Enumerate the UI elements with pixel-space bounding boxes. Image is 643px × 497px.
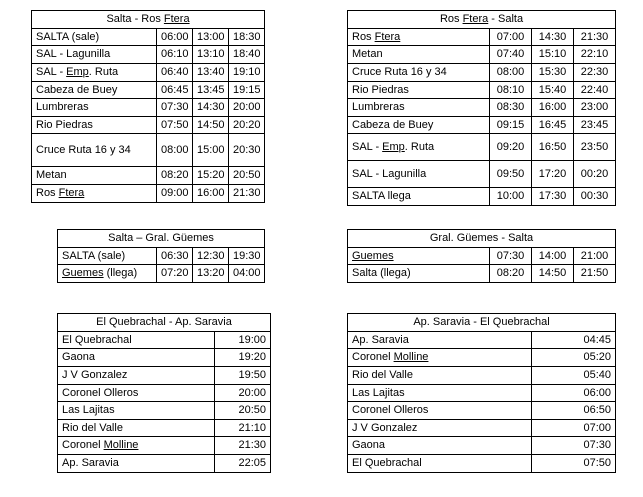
table-row <box>348 402 616 420</box>
table-row <box>348 63 616 81</box>
departure-time: 15:40 <box>532 81 574 99</box>
departure-time: 07:40 <box>490 46 532 64</box>
timetable-saravia-quebrachal <box>347 313 616 473</box>
table-row <box>58 384 271 402</box>
departure-time: 08:30 <box>490 99 532 117</box>
timetable-ros-ftera-salta <box>347 10 616 206</box>
departure-time: 09:15 <box>490 116 532 134</box>
table-row <box>58 437 271 455</box>
stop-name: Ap. Saravia <box>58 455 215 473</box>
departure-time: 22:10 <box>574 46 616 64</box>
stop-name: Rio Piedras <box>32 116 157 134</box>
stop-name: Guemes <box>348 247 490 265</box>
stop-name: Cruce Ruta 16 y 34 <box>32 134 157 167</box>
table-row <box>32 81 265 99</box>
departure-time: 15:00 <box>193 134 229 167</box>
departure-time: 21:10 <box>215 419 271 437</box>
table-row <box>348 46 616 64</box>
table-row <box>58 247 265 265</box>
departure-time: 07:30 <box>532 437 616 455</box>
stop-name: Coronel Molline <box>58 437 215 455</box>
table-title: Ros Ftera - Salta <box>348 11 616 29</box>
departure-time: 14:00 <box>532 247 574 265</box>
departure-time: 17:30 <box>532 188 574 206</box>
table-row <box>58 366 271 384</box>
table-title: Gral. Güemes - Salta <box>348 230 616 248</box>
timetable-quebrachal-saravia <box>57 313 271 473</box>
departure-time: 19:20 <box>215 349 271 367</box>
stop-name: SAL - Emp. Ruta <box>32 63 157 81</box>
table-title-row <box>348 11 616 29</box>
table-row <box>348 384 616 402</box>
table-row <box>58 265 265 283</box>
departure-time: 04:00 <box>229 265 265 283</box>
table-title: Salta – Gral. Güemes <box>58 230 265 248</box>
stop-name: Ros Ftera <box>348 28 490 46</box>
stop-name: Gaona <box>58 349 215 367</box>
departure-time: 19:50 <box>215 366 271 384</box>
departure-time: 20:30 <box>229 134 265 167</box>
departure-time: 06:00 <box>532 384 616 402</box>
table-row <box>348 366 616 384</box>
table-title: Ap. Saravia - El Quebrachal <box>348 314 616 332</box>
departure-time: 15:30 <box>532 63 574 81</box>
departure-time: 07:50 <box>157 116 193 134</box>
departure-time: 20:00 <box>229 99 265 117</box>
departure-time: 14:50 <box>532 265 574 283</box>
table-title: El Quebrachal - Ap. Saravia <box>58 314 271 332</box>
departure-time: 19:30 <box>229 247 265 265</box>
stop-name: SAL - Lagunilla <box>32 46 157 64</box>
stop-name: SAL - Emp. Ruta <box>348 134 490 161</box>
departure-time: 09:20 <box>490 134 532 161</box>
stop-name: Salta (llega) <box>348 265 490 283</box>
table-row <box>348 161 616 188</box>
table-row <box>58 331 271 349</box>
stop-name: J V Gonzalez <box>348 419 532 437</box>
departure-time: 07:30 <box>490 247 532 265</box>
departure-time: 21:30 <box>574 28 616 46</box>
table-row <box>348 247 616 265</box>
stop-name: SALTA (sale) <box>32 28 157 46</box>
departure-time: 08:00 <box>157 134 193 167</box>
stop-name: Ros Ftera <box>32 185 157 203</box>
departure-time: 23:45 <box>574 116 616 134</box>
departure-time: 16:00 <box>532 99 574 117</box>
departure-time: 13:00 <box>193 28 229 46</box>
stop-name: Coronel Olleros <box>348 402 532 420</box>
departure-time: 06:10 <box>157 46 193 64</box>
departure-time: 13:20 <box>193 265 229 283</box>
table-row <box>58 419 271 437</box>
departure-time: 19:15 <box>229 81 265 99</box>
table-row <box>348 349 616 367</box>
stop-name: Lumbreras <box>348 99 490 117</box>
table-row <box>32 185 265 203</box>
departure-time: 08:20 <box>490 265 532 283</box>
table-title-row <box>348 314 616 332</box>
stop-name: El Quebrachal <box>58 331 215 349</box>
table-row <box>348 265 616 283</box>
departure-time: 04:45 <box>532 331 616 349</box>
departure-time: 14:50 <box>193 116 229 134</box>
departure-time: 13:40 <box>193 63 229 81</box>
departure-time: 06:50 <box>532 402 616 420</box>
departure-time: 15:20 <box>193 167 229 185</box>
departure-time: 06:00 <box>157 28 193 46</box>
departure-time: 07:00 <box>490 28 532 46</box>
departure-time: 21:30 <box>215 437 271 455</box>
table-row <box>58 402 271 420</box>
departure-time: 21:30 <box>229 185 265 203</box>
departure-time: 07:20 <box>157 265 193 283</box>
table-row <box>32 116 265 134</box>
table-title-row <box>32 11 265 29</box>
departure-time: 12:30 <box>193 247 229 265</box>
table-title-row <box>58 230 265 248</box>
stop-name: Cabeza de Buey <box>348 116 490 134</box>
stop-name: Gaona <box>348 437 532 455</box>
departure-time: 17:20 <box>532 161 574 188</box>
departure-time: 13:45 <box>193 81 229 99</box>
stop-name: SAL - Lagunilla <box>348 161 490 188</box>
timetable-salta-guemes <box>57 229 265 283</box>
departure-time: 15:10 <box>532 46 574 64</box>
departure-time: 18:30 <box>229 28 265 46</box>
table-row <box>32 134 265 167</box>
stop-name: Metan <box>32 167 157 185</box>
table-row <box>32 28 265 46</box>
timetable-guemes-salta <box>347 229 616 283</box>
departure-time: 20:50 <box>229 167 265 185</box>
departure-time: 06:40 <box>157 63 193 81</box>
departure-time: 20:00 <box>215 384 271 402</box>
departure-time: 14:30 <box>532 28 574 46</box>
departure-time: 00:30 <box>574 188 616 206</box>
departure-time: 09:00 <box>157 185 193 203</box>
table-row <box>32 99 265 117</box>
stop-name: Rio del Valle <box>58 419 215 437</box>
departure-time: 00:20 <box>574 161 616 188</box>
table-row <box>32 46 265 64</box>
departure-time: 06:45 <box>157 81 193 99</box>
table-row <box>58 455 271 473</box>
stop-name: Rio del Valle <box>348 366 532 384</box>
stop-name: SALTA (sale) <box>58 247 157 265</box>
departure-time: 23:00 <box>574 99 616 117</box>
departure-time: 05:40 <box>532 366 616 384</box>
departure-time: 07:50 <box>532 455 616 473</box>
departure-time: 22:40 <box>574 81 616 99</box>
departure-time: 23:50 <box>574 134 616 161</box>
stop-name: J V Gonzalez <box>58 366 215 384</box>
stop-name: Las Lajitas <box>348 384 532 402</box>
stop-name: Coronel Olleros <box>58 384 215 402</box>
departure-time: 08:10 <box>490 81 532 99</box>
departure-time: 19:00 <box>215 331 271 349</box>
table-row <box>58 349 271 367</box>
table-row <box>348 28 616 46</box>
table-row <box>348 134 616 161</box>
timetable-salta-ros-ftera <box>31 10 265 203</box>
departure-time: 20:50 <box>215 402 271 420</box>
table-row <box>348 116 616 134</box>
table-row <box>348 437 616 455</box>
departure-time: 10:00 <box>490 188 532 206</box>
table-title: Salta - Ros Ftera <box>32 11 265 29</box>
table-row <box>32 167 265 185</box>
table-row <box>348 99 616 117</box>
stop-name: SALTA llega <box>348 188 490 206</box>
departure-time: 16:45 <box>532 116 574 134</box>
stop-name: Guemes (llega) <box>58 265 157 283</box>
stop-name: Coronel Molline <box>348 349 532 367</box>
stop-name: El Quebrachal <box>348 455 532 473</box>
departure-time: 06:30 <box>157 247 193 265</box>
table-title-row <box>58 314 271 332</box>
departure-time: 18:40 <box>229 46 265 64</box>
stop-name: Ap. Saravia <box>348 331 532 349</box>
departure-time: 22:05 <box>215 455 271 473</box>
table-row <box>348 81 616 99</box>
departure-time: 21:50 <box>574 265 616 283</box>
table-row <box>348 331 616 349</box>
table-row <box>348 419 616 437</box>
stop-name: Cruce Ruta 16 y 34 <box>348 63 490 81</box>
departure-time: 13:10 <box>193 46 229 64</box>
table-title-row <box>348 230 616 248</box>
table-row <box>32 63 265 81</box>
stop-name: Rio Piedras <box>348 81 490 99</box>
departure-time: 19:10 <box>229 63 265 81</box>
table-row <box>348 455 616 473</box>
stop-name: Lumbreras <box>32 99 157 117</box>
departure-time: 07:00 <box>532 419 616 437</box>
stop-name: Las Lajitas <box>58 402 215 420</box>
departure-time: 22:30 <box>574 63 616 81</box>
departure-time: 05:20 <box>532 349 616 367</box>
departure-time: 07:30 <box>157 99 193 117</box>
departure-time: 16:00 <box>193 185 229 203</box>
departure-time: 09:50 <box>490 161 532 188</box>
departure-time: 20:20 <box>229 116 265 134</box>
table-row <box>348 188 616 206</box>
departure-time: 08:00 <box>490 63 532 81</box>
departure-time: 08:20 <box>157 167 193 185</box>
stop-name: Metan <box>348 46 490 64</box>
departure-time: 14:30 <box>193 99 229 117</box>
stop-name: Cabeza de Buey <box>32 81 157 99</box>
departure-time: 21:00 <box>574 247 616 265</box>
departure-time: 16:50 <box>532 134 574 161</box>
